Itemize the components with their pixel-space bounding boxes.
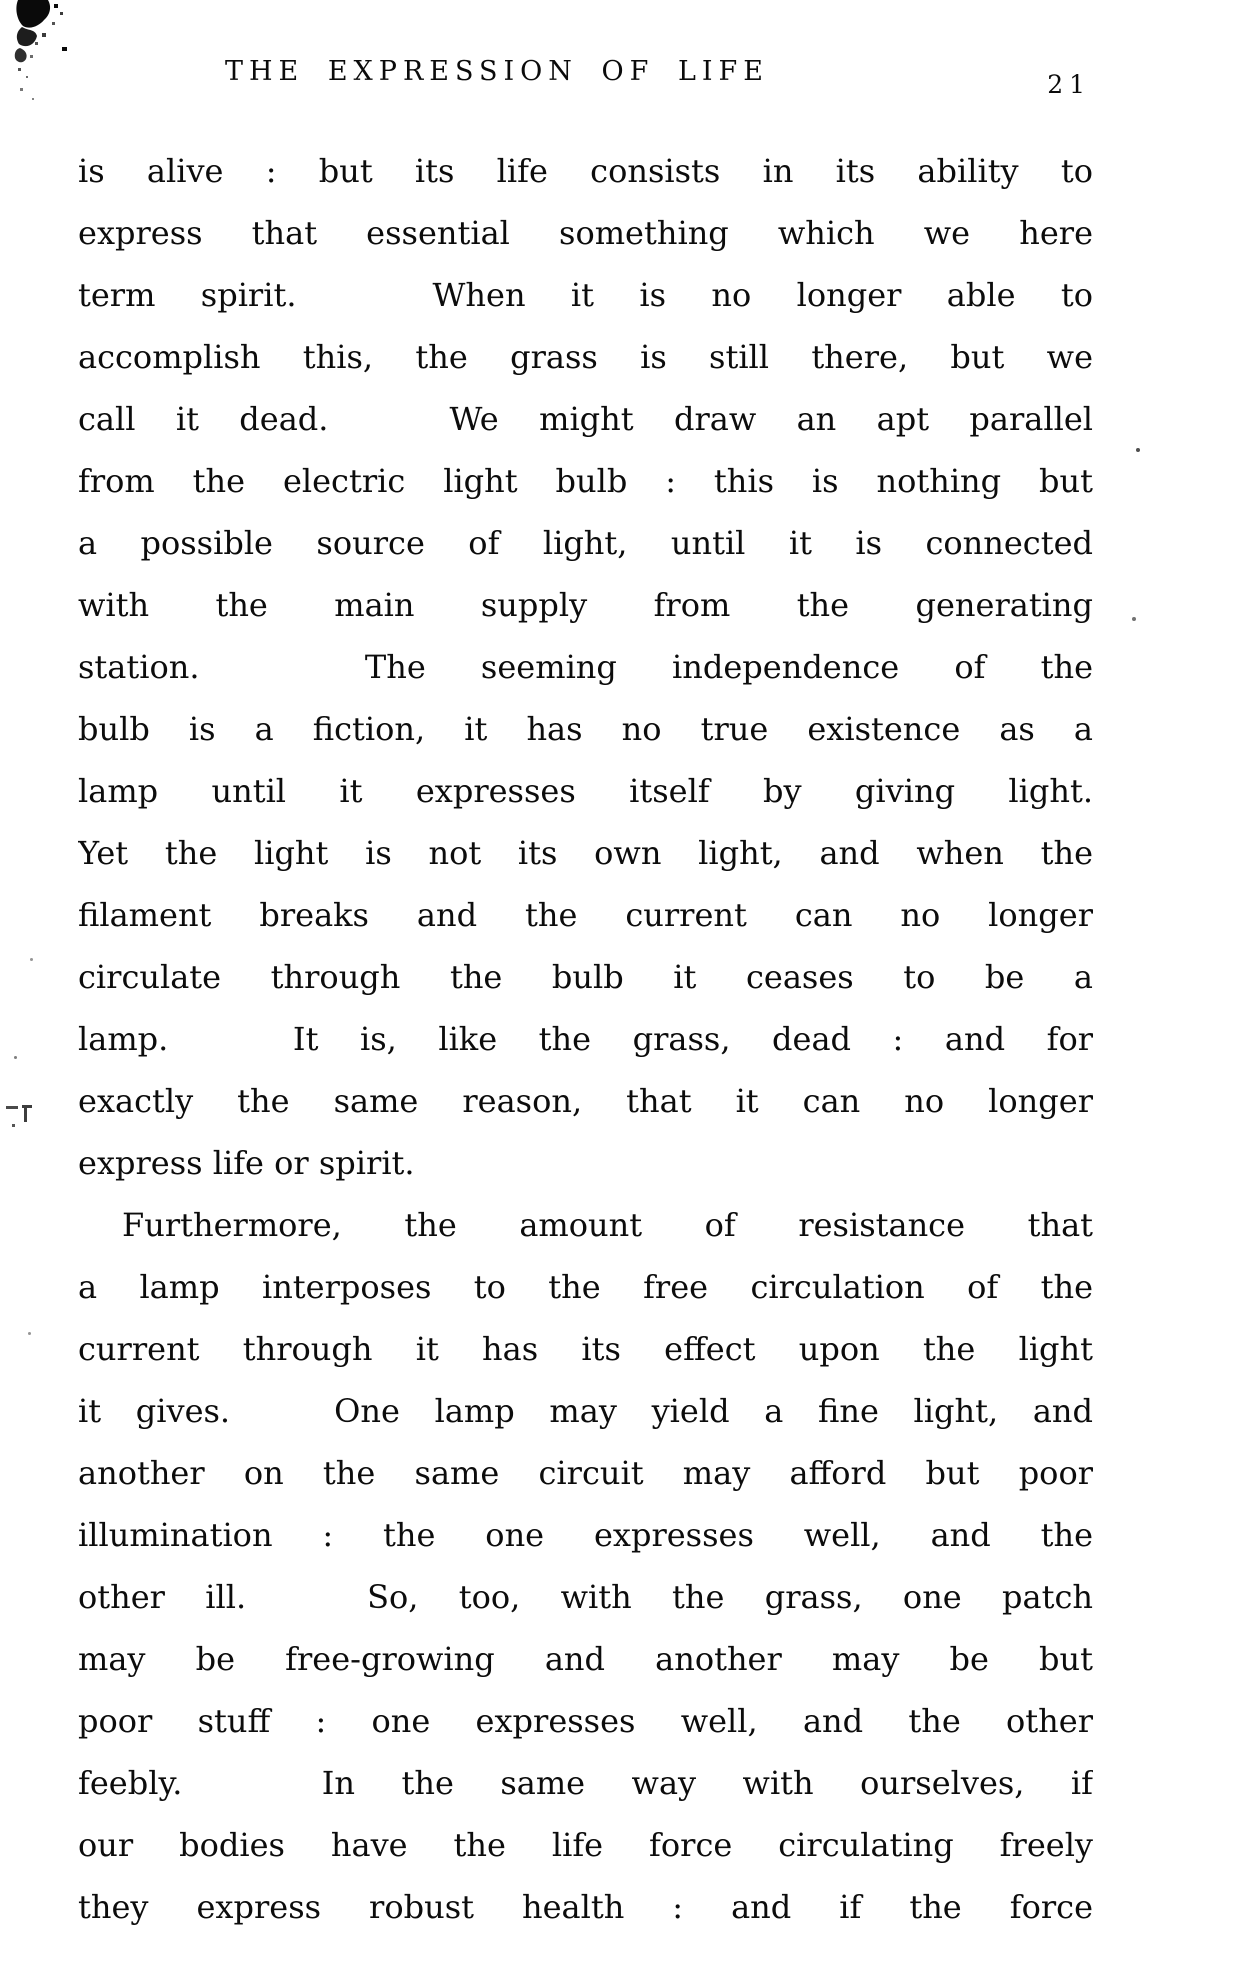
page-title: THE EXPRESSION OF LIFE — [225, 56, 770, 87]
text-line: lamp. It is, like the grass, dead : and for — [78, 1020, 1093, 1058]
ink-speckle — [1132, 617, 1136, 621]
text-line: another on the same circuit may afford but poor — [78, 1454, 1093, 1492]
text-line: current through it has its effect upon the light — [78, 1330, 1093, 1368]
text-line: term spirit. When it is no longer able to — [78, 276, 1093, 314]
ink-speckle — [28, 1332, 31, 1335]
text-line: may be free-growing and another may be but — [78, 1640, 1093, 1678]
text-line: a possible source of light, until it is connected — [78, 524, 1093, 562]
text-line: a lamp interposes to the free circulation of the — [78, 1268, 1093, 1306]
text-line: circulate through the bulb it ceases to be a — [78, 958, 1093, 996]
page-header-area — [78, 56, 1093, 114]
ink-speckle — [30, 958, 33, 961]
text-line: express that essential something which we here — [78, 214, 1093, 252]
text-line: poor stuff : one expresses well, and the other — [78, 1702, 1093, 1740]
text-line: bulb is a fiction, it has no true existence as a — [78, 710, 1093, 748]
text-line: filament breaks and the current can no longer — [78, 896, 1093, 934]
ink-speckle — [1136, 448, 1140, 452]
margin-ink-mark — [4, 1100, 40, 1134]
text-block — [78, 140, 1093, 1938]
text-line: station. The seeming independence of the — [78, 648, 1093, 686]
text-line: Yet the light is not its own light, and when the — [78, 834, 1093, 872]
text-line: our bodies have the life force circulating freely — [78, 1826, 1093, 1864]
text-line: is alive : but its life consists in its ability to — [78, 152, 1093, 190]
text-line: from the electric light bulb : this is nothing but — [78, 462, 1093, 500]
text-line: Furthermore, the amount of resistance that — [122, 1206, 1093, 1244]
text-line: call it dead. We might draw an apt parallel — [78, 400, 1093, 438]
running-header — [78, 56, 1093, 114]
text-line: with the main supply from the generating — [78, 586, 1093, 624]
ink-speckle — [14, 1056, 17, 1059]
text-line: feebly. In the same way with ourselves, if — [78, 1764, 1093, 1802]
text-line: other ill. So, too, with the grass, one patch — [78, 1578, 1093, 1616]
text-line: it gives. One lamp may yield a fine light, and — [78, 1392, 1093, 1430]
text-line: they express robust health : and if the force — [78, 1888, 1093, 1926]
text-line: accomplish this, the grass is still there, but we — [78, 338, 1093, 376]
page-number: 21 — [1047, 70, 1091, 99]
text-line: exactly the same reason, that it can no longer — [78, 1082, 1093, 1120]
text-line: illumination : the one expresses well, and the — [78, 1516, 1093, 1554]
text-line: express life or spirit. — [78, 1144, 415, 1182]
text-line: lamp until it expresses itself by giving light. — [78, 772, 1093, 810]
